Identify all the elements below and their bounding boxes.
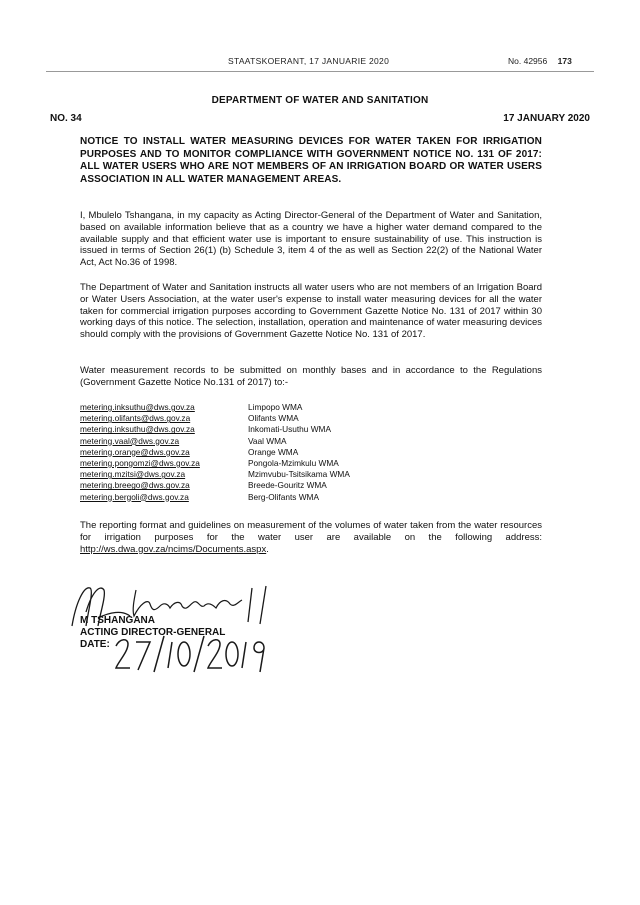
reporting-end: . <box>266 543 269 555</box>
documents-link[interactable]: http://ws.dwa.gov.za/ncims/Documents.aspx <box>80 543 267 555</box>
contact-row <box>80 458 380 469</box>
contact-row <box>80 424 380 435</box>
contact-row <box>80 492 380 503</box>
header-rule <box>46 71 594 72</box>
gazette-title: STAATSKOERANT, 17 JANUARIE 2020 <box>228 56 390 66</box>
paragraph-authority: I, Mbulelo Tshangana, in my capacity as Acting Director-General of the Department of Water and Sanitation, based on available information believe that as a country we have a higher water demand compared to the available supply and that efficient water use is important to ensure sustainability of use. This instruction is issued in terms of Section 26(1) (b) Schedule 3, item 4 of the as well as Section 22(2) of the National Water Act, Act No.36 of 1998. <box>80 210 542 269</box>
page-number: 173 <box>557 56 572 66</box>
paragraph-records: Water measurement records to be submitted on monthly bases and in accordance to the Regulations (Government Gazette Notice No.131 of 2017) to:- <box>80 365 542 388</box>
contact-email[interactable]: metering.orange@dws.gov.za <box>80 446 190 457</box>
department-heading: DEPARTMENT OF WATER AND SANITATION <box>211 95 429 106</box>
signatory-name: M TSHANGANA <box>80 615 155 626</box>
gazette-number: No. 42956 <box>508 56 548 66</box>
contact-email[interactable]: metering.mzitsi@dws.gov.za <box>80 469 186 480</box>
contact-email[interactable]: metering.breego@dws.gov.za <box>80 480 190 491</box>
paragraph-instruction: The Department of Water and Sanitation instructs all water users who are not members of an Irrigation Board or Water Users Association, at the water user's expense to install water measuring devices for all the water taken for commercial irrigation purposes according to Government Gazette Notice No. 131 of 2017 within 30 working days of this notice. The selection, installation, operation and maintenance of water measuring devices should comply with the provisions of Government Gazette Notice No. 131 of 2017. <box>80 282 542 341</box>
signatory-title: ACTING DIRECTOR-GENERAL <box>80 627 226 639</box>
contact-wma: Olifants WMA <box>248 413 299 424</box>
contact-email[interactable]: metering.pongomzi@dws.gov.za <box>80 457 200 468</box>
contact-row <box>80 413 380 424</box>
contact-wma: Orange WMA <box>248 446 299 457</box>
contact-wma: Mzimvubu-Tsitsikama WMA <box>248 469 350 480</box>
contact-email[interactable]: metering.vaal@dws.gov.za <box>80 435 180 446</box>
contact-list <box>80 402 380 503</box>
notice-number: NO. 34 <box>50 113 82 124</box>
contact-wma: Breede-Gouritz WMA <box>248 480 327 491</box>
contact-wma: Inkomati-Usuthu WMA <box>248 424 331 435</box>
handwritten-date <box>112 632 272 674</box>
contact-row <box>80 480 380 491</box>
contact-row <box>80 469 380 480</box>
contact-row <box>80 436 380 447</box>
paragraph-reporting <box>80 520 542 555</box>
contact-wma: Berg-Olifants WMA <box>248 491 319 502</box>
contact-email[interactable]: metering.bergoli@dws.gov.za <box>80 491 189 502</box>
reporting-text: The reporting format and guidelines on measurement of the volumes of water taken from the water resources for irrigation purposes for the water user are available on the following address: <box>80 520 542 543</box>
contact-row <box>80 447 380 458</box>
contact-row <box>80 402 380 413</box>
notice-title: NOTICE TO INSTALL WATER MEASURING DEVICES FOR WATER TAKEN FOR IRRIGATION PURPOSES AND TO MONITOR COMPLIANCE WITH GOVERNMENT NOTICE NO. 131 OF 2017: ALL WATER USERS WHO ARE NOT MEMBERS OF AN IRRIGATION BOARD OR WATER USERS ASSOCIATION IN ALL WATER MANAGEMENT AREAS. <box>80 136 542 185</box>
date-label: DATE: <box>80 639 110 651</box>
notice-date: 17 JANUARY 2020 <box>503 113 590 124</box>
gazette-number-block <box>508 56 572 66</box>
contact-wma: Pongola-Mzimkulu WMA <box>248 457 339 468</box>
contact-wma: Vaal WMA <box>248 435 287 446</box>
contact-wma: Limpopo WMA <box>248 402 303 412</box>
contact-email[interactable]: metering.inksuthu@dws.gov.za <box>80 402 195 412</box>
contact-email[interactable]: metering.olifants@dws.gov.za <box>80 413 191 424</box>
contact-email[interactable]: metering.inksuthu@dws.gov.za <box>80 424 195 435</box>
